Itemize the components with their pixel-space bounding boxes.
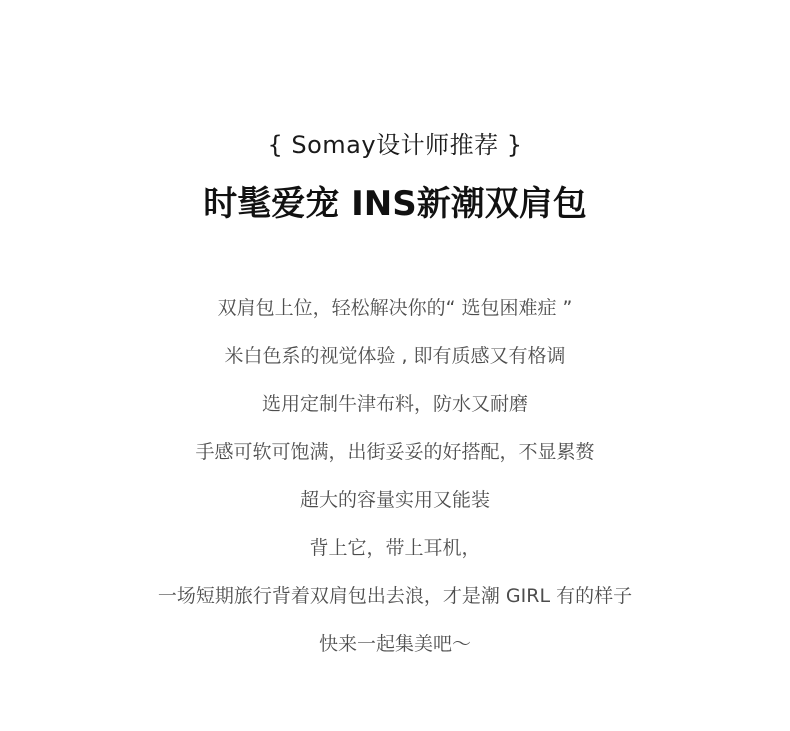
- description-line: 超大的容量实用又能装: [299, 489, 490, 511]
- description-line: 快来一起集美吧～: [318, 633, 471, 655]
- description-text-block: [0, 290, 790, 674]
- description-line: 手感可软可饱满，出街妥妥的好搭配，不显累赘: [195, 441, 595, 463]
- description-line: 一场短期旅行背着双肩包出去浪，才是潮 GIRL 有的样子: [157, 585, 633, 607]
- description-line: 双肩包上位，轻松解决你的“ 选包困难症 ”: [217, 297, 573, 319]
- designer-recommendation-subtitle: { Somay设计师推荐 }: [267, 131, 523, 159]
- description-line: 背上它，带上耳机，: [309, 537, 481, 559]
- description-line: 米白色系的视觉体验 , 即有质感又有格调: [224, 345, 566, 367]
- page-title: 时髦爱宠 INS新潮双肩包: [203, 184, 587, 224]
- description-line: 选用定制牛津布料，防水又耐磨: [261, 393, 528, 415]
